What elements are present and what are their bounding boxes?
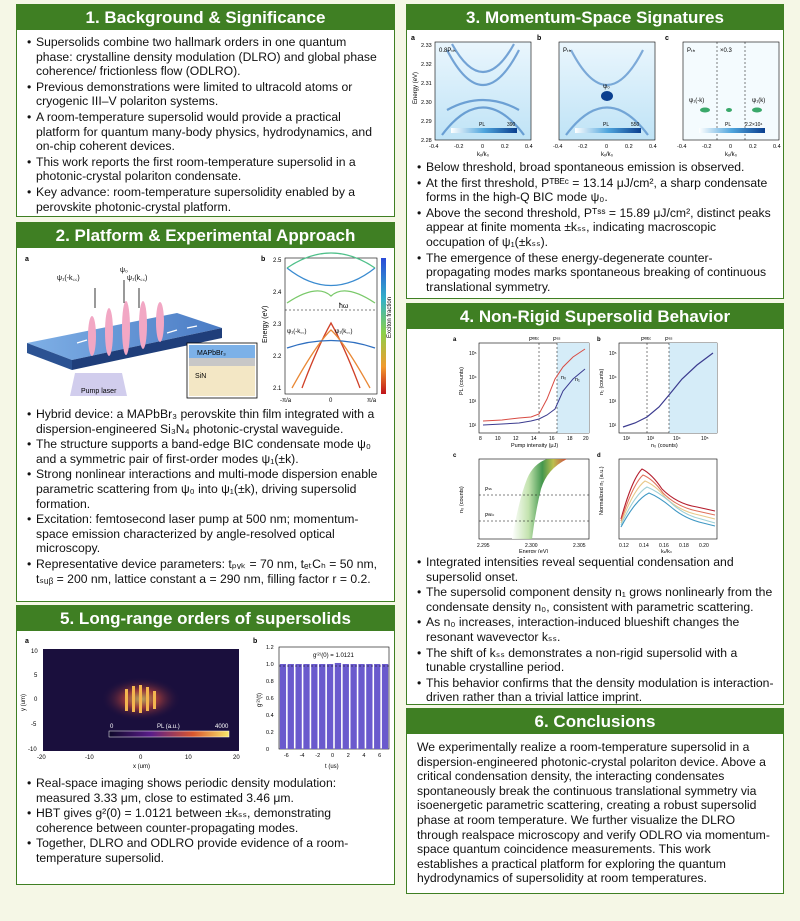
power-label-a: 0.8Pₜₕ [439,48,456,54]
label-pbec-b: Pᴮᴱᶜ [641,337,652,343]
y-tick: -5 [31,722,37,728]
y-axis-label: PL (counts) [459,367,465,395]
non-rigid-figure-svg [407,329,783,553]
bullet: • The structure supports a band-edge BIC condensate mode ψ₀ and a symmetric pair of first-order modes ψ₁(±k). [27,437,386,466]
panel-letter: b [537,35,542,42]
bullet: • As n₀ increases, interaction-induced blueshift changes the resonant wavevector kₛₛ. [417,615,775,644]
x-tick: 10² [623,436,631,442]
y-tick: 2.28 [421,138,432,144]
x-tick: 0 [481,144,485,150]
label-pbec-c: Pᴮᴱᶜ [485,513,495,519]
y-tick: 2.1 [273,386,282,392]
y-tick: 1.2 [266,645,274,651]
y-tick: 10³ [609,399,617,405]
x-tick: 0 [331,753,335,759]
platform-figure [17,248,394,406]
x-tick: -0.2 [578,144,588,150]
section-title: 4. Non-Rigid Supersolid Behavior [407,304,783,329]
x-tick: -6 [283,753,289,759]
x-axis-label: Energy (eV) [519,549,549,553]
x-axis-label: t (us) [325,764,339,770]
x-tick: 0.2 [501,144,509,150]
x-tick: 8 [479,436,482,442]
x-axis-label: kₓ/k₀ [661,549,673,553]
x-tick: -0.2 [702,144,712,150]
y-axis-label: Energy (eV) [262,305,269,343]
x-tick: 0.16 [659,543,669,549]
y-tick: 2.5 [273,258,282,264]
y-tick: 5 [34,673,38,679]
x-tick: 12 [513,436,519,442]
x-tick: -0.4 [677,144,687,150]
x-tick: -4 [299,753,305,759]
bullet: • Representative device parameters: tₚᵥₖ = 70 nm, tₑₜCₕ = 50 nm, tₛᵤᵦ = 200 nm, lattice constant a = 290 nm, filling factor r = 0.2. [27,557,386,586]
x-tick: -20 [37,755,46,761]
section-conclusions [406,708,784,894]
label-hbar: ħω [339,303,349,310]
y-tick: 0.8 [266,679,274,685]
g2-bar [358,664,364,749]
bullet: • HBT gives g²(0) = 1.0121 between ±kₛₛ, demonstrating coherence between counter-propagating modes. [27,806,386,835]
section-momentum [406,4,784,299]
bullet: • Hybrid device: a MAPbBr₃ perovskite thin film integrated with a dispersion-engineered Si₃N₄ photonic-crystal waveguide. [27,407,386,436]
cbar-pl-label: PL [603,122,610,128]
cbar-max-a: 390 [507,122,516,128]
label-n1: n₁ [575,377,580,383]
x-tick: 2.295 [477,543,490,549]
x-tick: 2.300 [525,543,538,549]
g2-bar [343,664,349,749]
label-psi0: ψ₀ [120,267,128,274]
x-axis-label: Pump intensity (μJ) [511,443,559,449]
y-tick: 0.2 [266,730,274,736]
g2-bar [351,664,357,749]
power-label-c: Pₜₕ [687,48,696,54]
momentum-figure-svg [407,30,783,158]
bullet: • A room-temperature supersolid would provide a practical platform for quantum many-body physics, hydrodynamics, and on-chip coherent devices. [27,110,386,154]
y-axis-label: n₀ (counts) [459,486,465,513]
bullet: • This behavior confirms that the density modulation is interaction-driven rather than a trivial lattice imprint. [417,676,775,705]
y-tick: 10² [469,423,477,429]
y-tick: 10⁵ [609,351,617,357]
x-tick: -2 [315,753,321,759]
panel-letter: a [25,256,29,263]
bullet-list [17,30,394,214]
label-pss-c: Pˢˢ [485,487,492,493]
y-tick: 2.32 [421,62,432,68]
platform-figure-svg [17,248,394,406]
bullet: • The shift of kₛₛ demonstrates a non-rigid supersolid with a tunable crystalline period. [417,646,775,675]
section-title: 6. Conclusions [407,709,783,734]
bullet: • Below threshold, broad spontaneous emission is observed. [417,160,775,175]
x-tick: 10³ [647,436,655,442]
bullet: • At the first threshold, Pᵀᴮᴱᶜ = 13.14 μJ/cm², a sharp condensate forms in the high-Q BIC mode ψ₀. [417,176,775,205]
x-tick: -0.4 [429,144,439,150]
label-x03: ×0.3 [720,48,732,54]
x-axis-label: kₓ/k₀ [477,152,490,158]
section-non-rigid [406,303,784,705]
panel-letter: a [453,337,457,343]
panel-letter: c [665,35,669,42]
bullet-list [407,553,783,705]
g2-bar [327,664,333,749]
section-platform [16,222,395,602]
x-tick: π/a [367,398,377,404]
panel-letter: b [261,256,266,263]
pl-colorbar [109,731,229,737]
x-tick: -0.2 [454,144,464,150]
section-background [16,4,395,217]
axes-d [619,459,717,539]
g2-bar [374,664,380,749]
cbar-max-b: 550 [631,122,640,128]
exciton-colorbar [381,258,386,394]
x-tick: 2.305 [573,543,586,549]
a-x-ticks [479,436,589,442]
y-axis-label: g⁽²⁾(t) [257,693,263,707]
a-y-ticks [469,351,477,429]
bullet-list [407,158,783,294]
y-tick: 1.0 [266,662,274,668]
g2-x-ticks [284,753,381,759]
g2-bar [311,664,317,749]
x-tick: -10 [85,755,94,761]
y-tick: 2.33 [421,43,432,49]
inset-sin [189,366,255,396]
section-title: 2. Platform & Experimental Approach [17,223,394,248]
label-n0: n₀ [561,375,567,381]
label-psi-plus-b: ψ₁(k꜀꜀) [335,329,353,335]
x-tick: -0.4 [553,144,563,150]
section-title: 3. Momentum-Space Signatures [407,5,783,30]
y-tick: 2.30 [421,100,432,106]
bullet: • This work reports the first room-temperature supersolid in a photonic-crystal polariton condensate. [27,155,386,184]
pl-colorbar-label: PL (a.u.) [157,724,180,730]
x-tick: 18 [567,436,573,442]
long-range-figure [17,631,394,771]
bullet: • The supersolid component density n₁ grows nonlinearly from the condensate density n₀, consistent with parametric scattering. [417,585,775,614]
cbar-pl-label: PL [479,122,486,128]
y-tick: 0 [266,747,270,753]
g2-bar [366,664,372,749]
g2-bar [382,664,388,749]
x-tick: 0.20 [699,543,709,549]
bullet-list [17,771,394,866]
power-label-b: Pₜₕ [563,48,572,54]
x-tick: 20 [233,755,240,761]
section-title: 5. Long-range orders of supersolids [17,606,394,631]
colorbar-c [699,128,765,133]
y-tick: -10 [28,747,37,753]
x-tick: 10 [495,436,501,442]
label-pss-b: Pˢˢ [665,337,673,343]
label-mapbbr: MAPbBr₃ [197,350,226,357]
panel-letter: c [453,453,457,459]
x-tick: 0.4 [525,144,533,150]
label-pump: Pump laser [81,388,117,395]
x-tick: 20 [583,436,589,442]
x-tick: 10 [185,755,192,761]
b-x-ticks [623,436,709,442]
label-pss: Pˢˢ [553,337,561,343]
y-tick: 2.4 [273,290,282,296]
panel-letter: b [597,337,601,343]
x-tick: 16 [549,436,555,442]
x-tick: 10⁵ [701,436,709,442]
bullet: • Real-space imaging shows periodic density modulation: measured 3.33 μm, close to estimated 3.46 μm. [27,776,386,805]
g2-annotation: g⁽²⁾(0) = 1.0121 [313,653,354,659]
g2-bar [288,664,294,749]
x-tick: 0.4 [649,144,657,150]
panel-letter: d [597,453,601,459]
y-tick: 0.6 [266,696,274,702]
bullet: • The emergence of these energy-degenerate counter-propagating modes marks spontaneous breaking of continuous translational symmetry. [417,251,775,295]
pl-colorbar-max: 4000 [215,724,229,730]
panel-letter: b [253,638,258,645]
x-tick: 0.12 [619,543,629,549]
x-tick: 0 [729,144,733,150]
g2-bar [296,664,302,749]
panel-letter: a [411,35,415,42]
x-tick: 0.2 [625,144,633,150]
x-tick: 4 [362,753,366,759]
x-tick: -π/a [280,398,292,404]
y-axis-label: Energy (eV) [413,71,419,104]
g2-bar [319,664,325,749]
bullet: • Together, DLRO and ODLRO provide evidence of a room-temperature supersolid. [27,836,386,865]
bullet: • Above the second threshold, Pᵀˢˢ = 15.89 μJ/cm², distinct peaks appear at finite momenta ±kₛₛ, indicating macroscopic occupation of ψ₁(±kₛₛ). [417,206,775,250]
x-axis-label: kₓ/k₀ [725,152,738,158]
bullet: • Previous demonstrations were limited to ultracold atoms or cryogenic III–V polariton systems. [27,80,386,109]
bullet-list [17,406,394,586]
x-tick: 10⁴ [673,436,681,442]
label-psi-minus: ψ₁(-k) [689,98,705,104]
bullet: • Integrated intensities reveal sequential condensation and supersolid onset. [417,555,775,584]
label-psi-minus-b: ψ₁(-k꜀꜀) [287,329,307,335]
x-axis-label: kₓ/k₀ [601,152,614,158]
panel-letter: a [25,638,29,645]
y-tick: 10⁴ [609,375,617,381]
label-psi0: ψ₀ [603,84,610,90]
y-tick: 10⁵ [469,351,477,357]
y-tick: 2.3 [273,322,282,328]
bullet: • Supersolids combine two hallmark orders in one quantum phase: crystalline density modulation (DLRO) and global phase coherence/ frictionless flow (ODLRO). [27,35,386,79]
x-axis-label: n₀ (counts) [651,443,678,449]
x-tick: 0 [329,398,333,404]
y-axis-label: Normalized n₁ (a.u.) [599,466,605,515]
x-tick: 14 [531,436,537,442]
colorbar-label: Exciton fraction [387,296,393,338]
g2-bar [335,663,341,749]
cbar-pl-label: PL [725,122,732,128]
g2-y-ticks [266,645,274,753]
y-tick: 10² [609,423,617,429]
y-tick: 2.29 [421,119,432,125]
x-tick: 0.4 [773,144,781,150]
section-title: 1. Background & Significance [17,5,394,30]
y-tick: 10³ [469,399,477,405]
x-ticks [429,144,781,150]
y-tick: 2.31 [421,81,432,87]
dispersion-axes [285,258,377,394]
y-axis-label: n₁ (counts) [599,368,605,395]
x-tick: 0 [605,144,609,150]
x-tick: 0.2 [749,144,757,150]
y-axis-label: y (um) [21,694,27,711]
x-tick: 0.14 [639,543,649,549]
y-tick: 10 [31,649,38,655]
g2-bar [280,664,286,749]
colorbar-b [575,128,641,133]
cbar-max-c: 2.2×10⁴ [745,122,763,128]
y-tick: 0 [34,697,38,703]
colorbar-a [451,128,517,133]
label-psi-minus: ψ₁(-k꜀꜀) [57,275,80,282]
x-tick: 0.18 [679,543,689,549]
y-tick: 0.4 [266,713,274,719]
region-ss-b [669,343,717,433]
conclusion-text: We experimentally realize a room-temperature supersolid in a dispersion-engineered photonic-crystal polariton device. Above a critical condensation density, the interacting condensates spontaneously break the continuous translational symmetry via isoenergetic parametric scattering, creating a robust supersolid phase at room temperature. We further visualize the DLRO through realspace microscopy and verify ODLRO via momentum-space quantum coincidence measurements. This work establishes a practical platform for exploring the quantum hydrodynamics of supersolidity at room temperatures. [417,740,770,886]
x-tick: 0 [139,755,143,761]
label-sin: SiN [195,373,207,380]
pl-colorbar-min: 0 [110,724,114,730]
x-tick: 6 [378,753,382,759]
condensate-spot [601,91,613,101]
section-long-range [16,605,395,885]
bullet: • Strong nonlinear interactions and multi-mode dispersion enable parametric scattering from ψ₀ into ψ₁(±k), driving supersolid formation. [27,467,386,511]
momentum-figure [407,30,783,158]
label-psi-plus: ψ₁(k) [752,98,766,104]
label-pbec: Pᴮᴱᶜ [529,337,540,343]
x-tick: 2 [346,753,350,759]
long-range-figure-svg [17,631,394,771]
label-psi-plus: ψ₁(k꜀꜀) [127,275,148,282]
bullet: • Excitation: femtosecond laser pump at 500 nm; momentum-space emission characterized by angle-resolved optical microscopy. [27,512,386,556]
inset-etch [189,358,255,366]
y-tick: 2.2 [273,354,282,360]
bullet: • Key advance: room-temperature supersolidity enabled by a perovskite photonic-crystal platform. [27,185,386,214]
b-y-ticks [609,351,617,429]
y-tick: 10⁴ [469,375,477,381]
g2-bar [303,664,309,749]
x-axis-label: x (um) [133,764,150,770]
non-rigid-figure [407,329,783,553]
